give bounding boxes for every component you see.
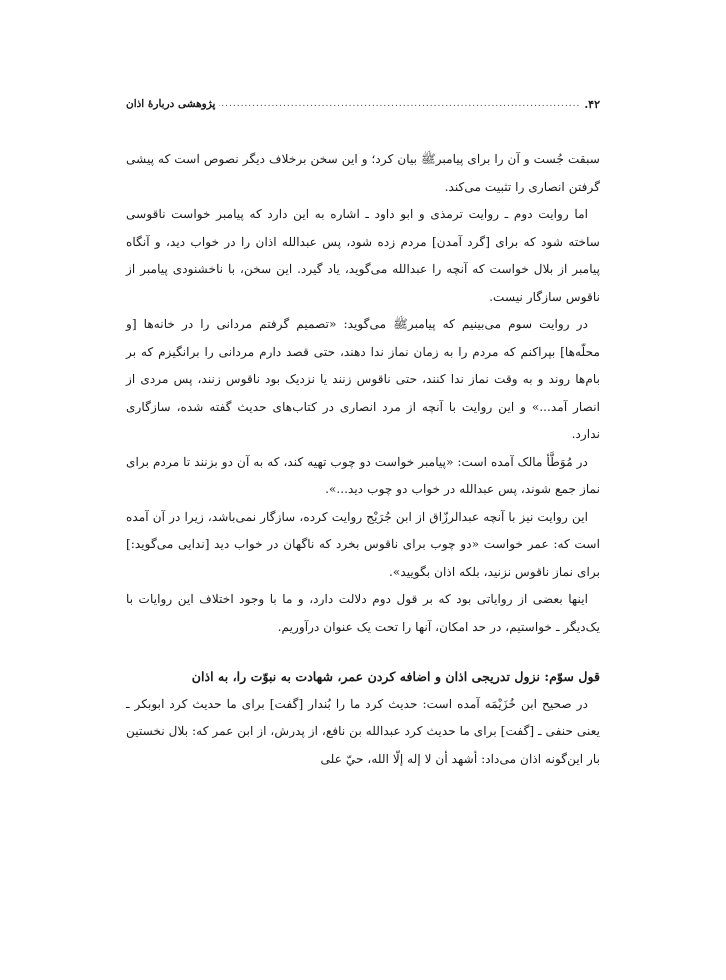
section-heading: قول سوّم: نزول تدریجی اذان و اضافه کردن عمر، شهادت به نبوّت را، به اذان	[191, 669, 600, 684]
running-title: پژوهشی دربارهٔ اذان	[126, 98, 216, 110]
paragraph: در صحیح ابن خُزَیْمَه آمده است: حدیث کرد ما را بُندار [گفت] برای ما حدیث کرد ابوبکر ـ یعنی حنفی ـ [گفت] برای ما حدیث کرد عبدالله بن نافع، از پدرش، از ابن عمر که: بلال نخستین بار این‌گونه اذان می‌داد: أشهد أن لا إله إلّا الله، حيّ علی	[126, 696, 600, 766]
page-number: ۴۲.	[584, 97, 600, 111]
paragraph: سبقت جُست و آن را برای پیامبرﷺ بیان کرد؛ و این سخن برخلاف دیگر نصوص است که پیشی گرفتن انصاری را تثبیت می‌کند.	[126, 152, 600, 194]
paragraph: این روایت نیز با آنچه عبدالرزّاق از ابن جُرَیْج روایت کرده، سازگار نمی‌باشد، زیرا در آن آمده است که: عمر خواست «دو چوب برای ناقوس بخرد که ناگهان در خواب دید [ندایی می‌گوید:] برای نماز ناقوس نزنید، بلکه اذان بگویید».	[126, 509, 600, 579]
paragraph: در مُوَطَّأ مالک آمده است: «پیامبر خواست دو چوب تهیه کند، که به آن دو بزنند تا مردم برای نماز جمع شوند، پس عبدالله در خواب دو چوب دید...».	[126, 454, 600, 496]
running-header	[126, 96, 600, 112]
paragraph: در روایت سوم می‌بینیم که پیامبرﷺ می‌گوید: «تصمیم گرفتم مردانی را در خانه‌ها [و محلّه‌ها] بپراکنم که مردم را به زمان نماز ندا دهند، حتی قصد دارم مردانی را برانگیزم که بر بام‌ها روند و به وقت نماز ندا کنند، حتی ناقوس زنند یا نزدیک بود ناقوس زنند، پس مردی از انصار آمد...» و این روایت با آنچه از مرد انصاری در کتاب‌های حدیث گفته شده، سازگاری ندارد.	[126, 317, 600, 441]
book-page	[126, 96, 600, 773]
paragraph: اما روایت دوم ـ روایت ترمذی و ابو داود ـ اشاره به این دارد که پیامبر خواست ناقوسی ساخته شود که برای [گرد آمدن] مردم زده شود، پس عبدالله اذان را در خواب دید، و آنگاه پیامبر از بلال خواست که آنچه را عبدالله می‌گوید، یاد گیرد. این سخن، با ناخشنودی پیامبر از ناقوس سازگار نیست.	[126, 207, 600, 304]
body-text	[126, 146, 600, 773]
leader-dots	[219, 99, 580, 109]
paragraph: اینها بعضی از روایاتی بود که بر قول دوم دلالت دارد، و ما با وجود اختلاف این روایات با یک‌دیگر ـ خواستیم، در حد امکان، آنها را تحت یک عنوان درآوریم.	[126, 592, 600, 634]
